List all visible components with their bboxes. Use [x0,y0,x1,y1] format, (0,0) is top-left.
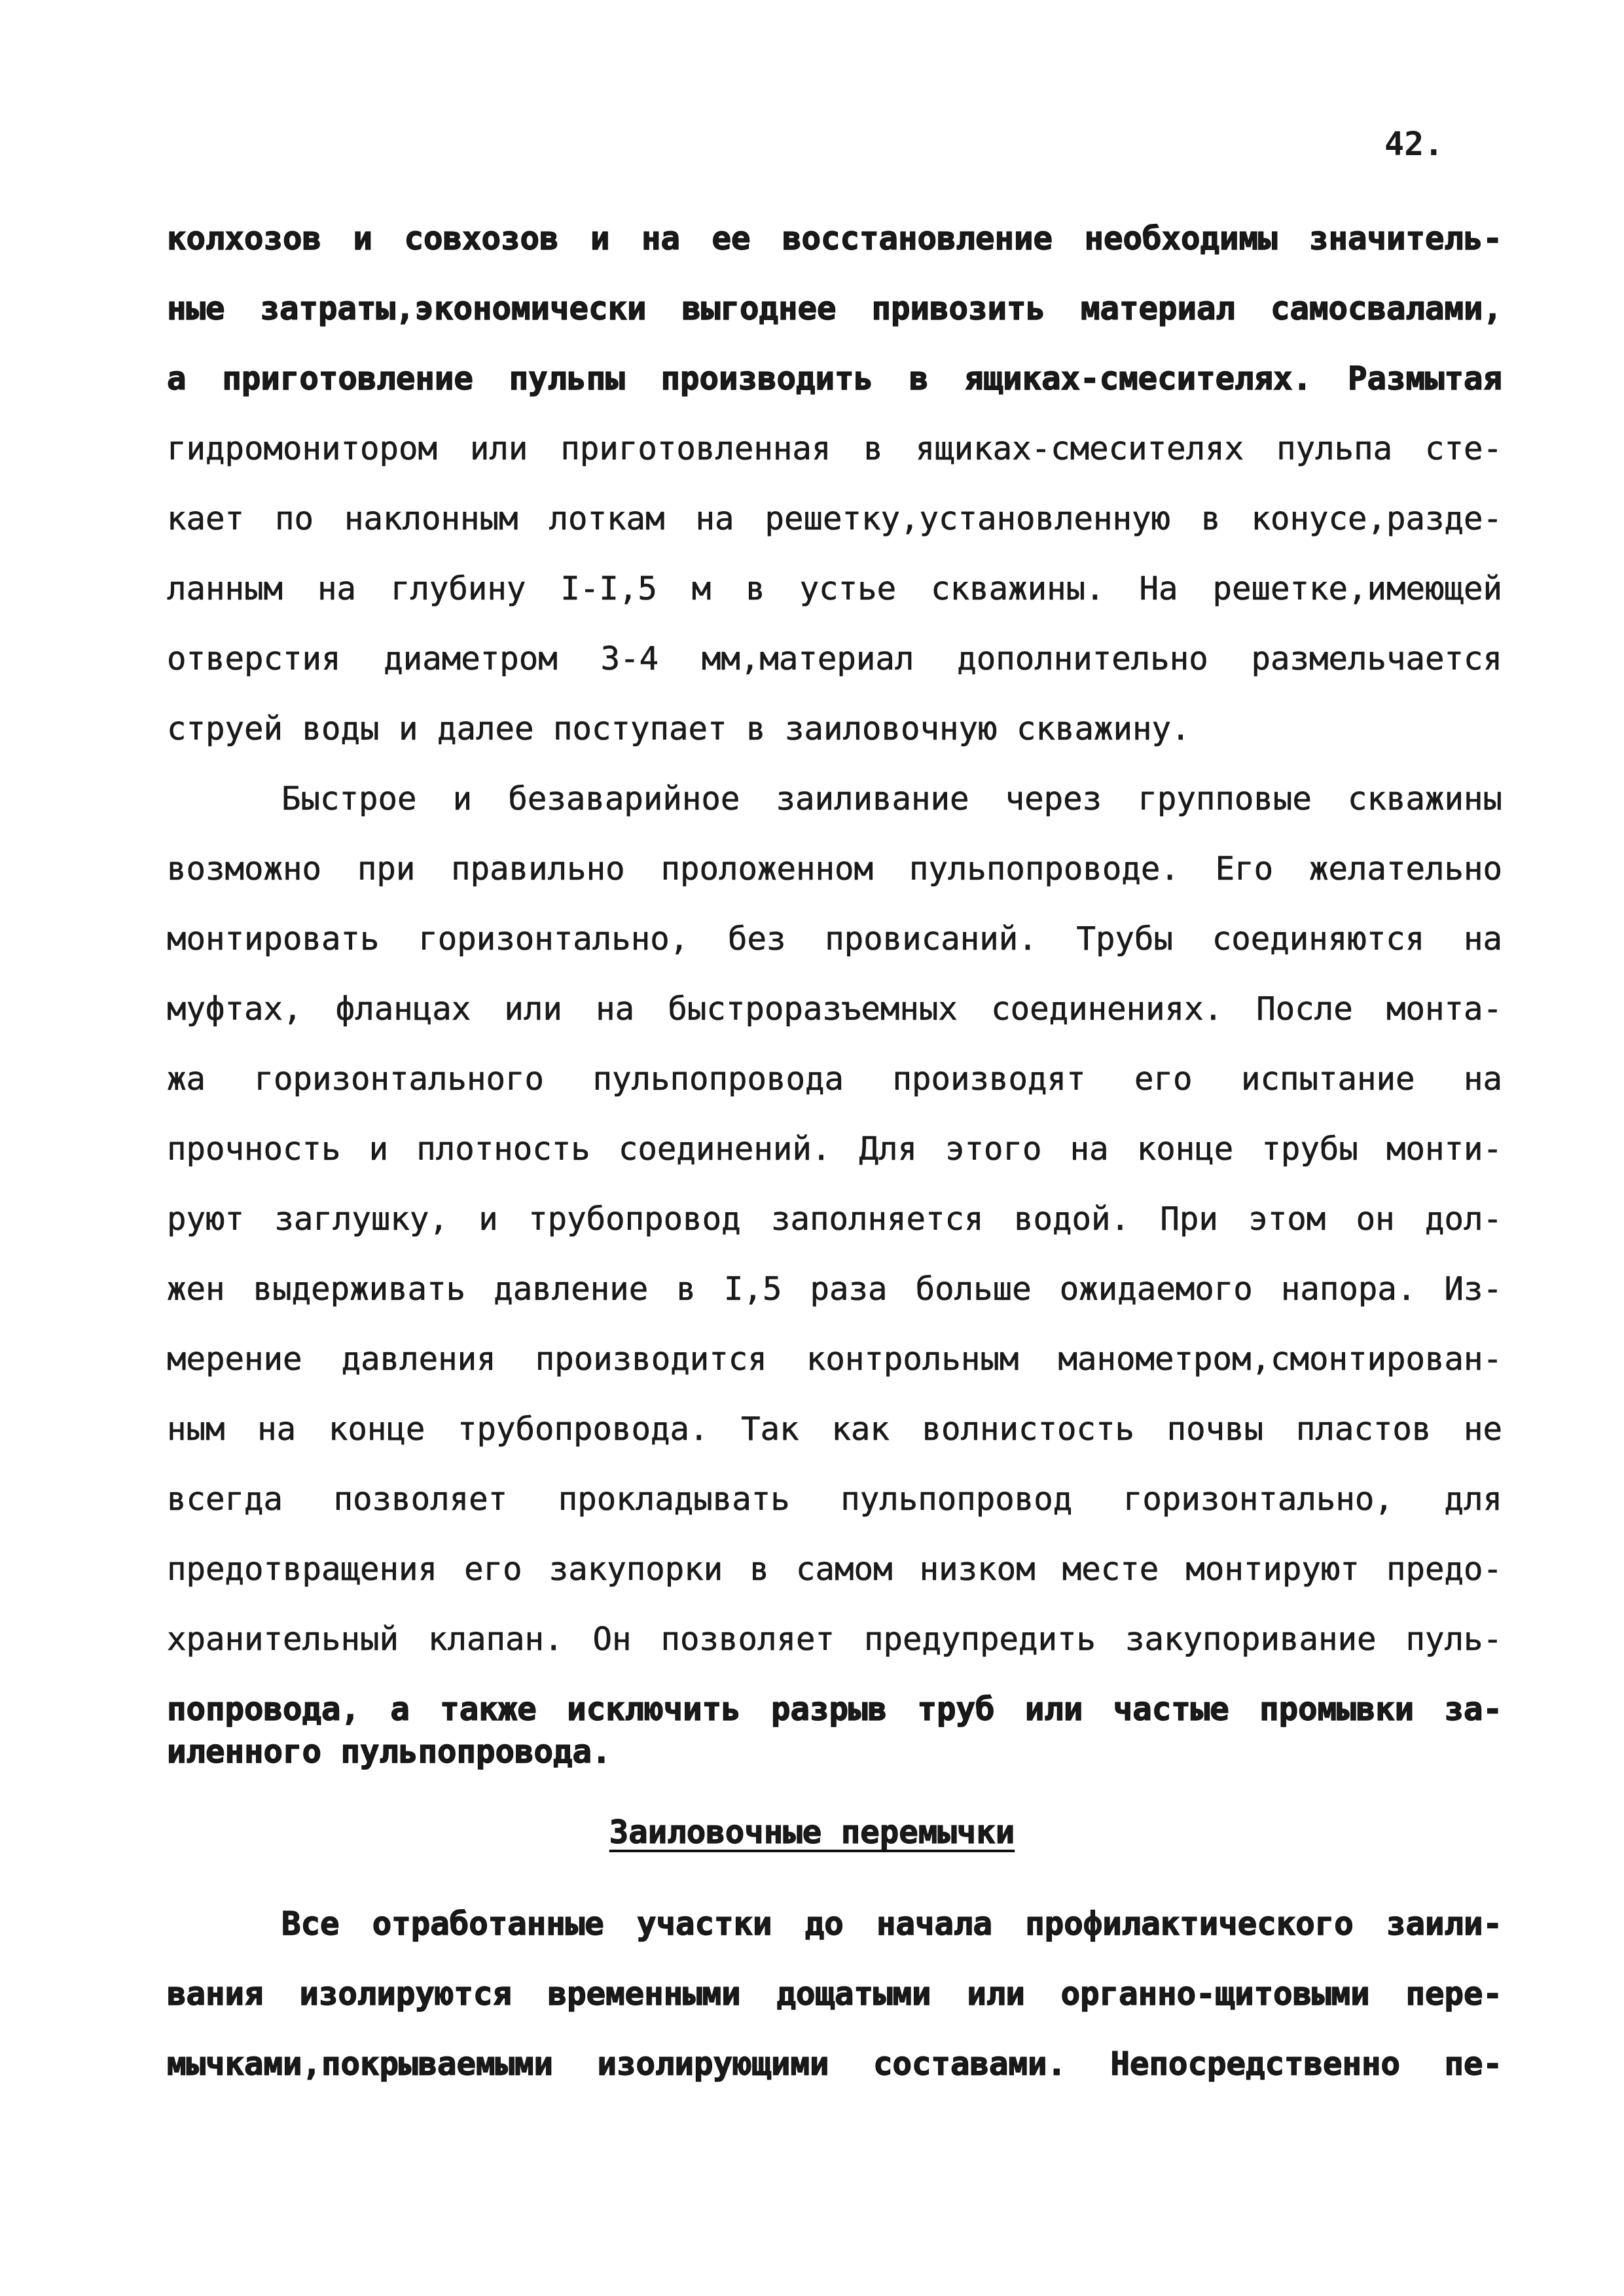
text-line: монтировать горизонтально, без провисаний. Трубы соединяются на [167,920,1502,958]
text-line: колхозов и совхозов и на ее восстановление необходимы значитель- [167,220,1502,257]
text-line: жен выдерживать давление в I,5 раза больше ожидаемого напора. Из- [167,1270,1502,1308]
text-line: ным на конце трубопровода. Так как волнистость почвы пластов не [167,1410,1502,1448]
text-line: Все отработанные участки до начала профилактического заили- [281,1905,1502,1943]
text-line: хранительный клапан. Он позволяет предупредить закупоривание пуль- [167,1621,1502,1658]
text-line: кает по наклонным лоткам на решетку,установленную в конусе,разде- [167,500,1502,537]
text-line: руют заглушку, и трубопровод заполняется водой. При этом он дол- [167,1200,1502,1238]
text-line: муфтах, фланцах или на быстроразъемных соединениях. После монта- [167,990,1502,1028]
text-line: ные затраты,экономически выгоднее привозить материал самосвалами, [167,290,1502,327]
text-line: ланным на глубину I-I,5 м в устье скважины. На решетке,имеющей [167,570,1502,607]
section-heading: Заиловочные перемычки [609,1814,1015,1851]
page-number: 42. [1384,125,1444,163]
text-line: предотвращения его закупорки в самом низком месте монтируют предо- [167,1551,1502,1588]
text-line: вания изолируются временными дощатыми или органно-щитовыми пере- [167,1975,1502,2013]
text-line: возможно при правильно проложенном пульпопроводе. Его желательно [167,850,1502,888]
text-line: отверстия диаметром 3-4 мм,материал дополнительно размельчается [167,640,1502,677]
text-line: мерение давления производится контрольным манометром,смонтирован- [167,1340,1502,1378]
text-line: гидромонитором или приготовленная в ящиках-смесителях пульпа сте- [167,430,1502,467]
text-line: а приготовление пульпы производить в ящиках-смесителях. Размытая [167,360,1502,397]
text-line: всегда позволяет прокладывать пульпопровод горизонтально, для [167,1480,1502,1518]
text-line: прочность и плотность соединений. Для этого на конце трубы монти- [167,1130,1502,1168]
text-line: Быстрое и безаварийное заиливание через групповые скважины [281,780,1502,817]
text-line: попровода, а также исключить разрыв труб или частые промывки за- [167,1691,1502,1728]
text-line: жа горизонтального пульпопровода производят его испытание на [167,1060,1502,1098]
text-line: мычками,покрываемыми изолирующими составами. Непосредственно пе- [167,2045,1502,2083]
text-line: струей воды и далее поступает в заиловочную скважину. [167,710,1191,747]
text-line: иленного пульпопровода. [167,1733,611,1770]
